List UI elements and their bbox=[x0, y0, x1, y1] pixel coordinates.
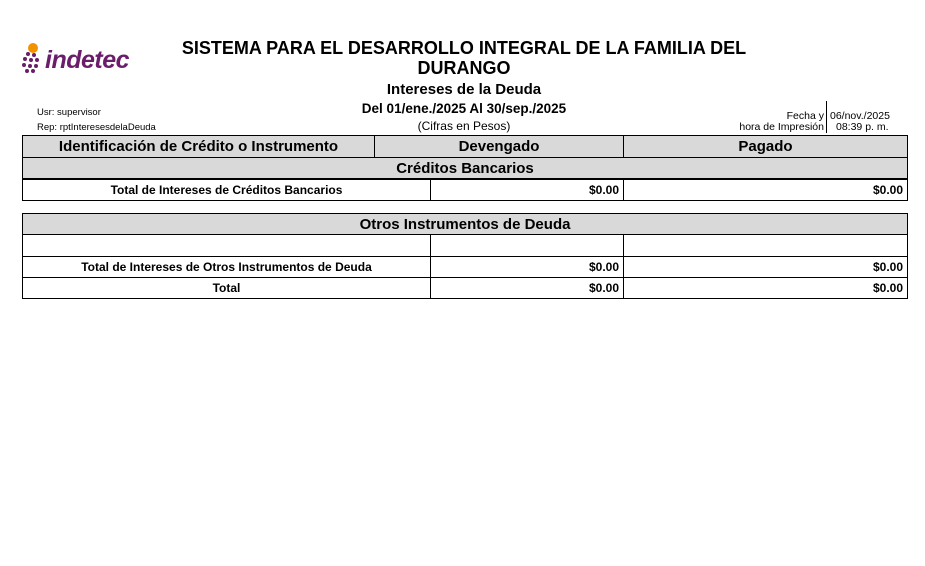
indetec-logo bbox=[20, 40, 140, 80]
section-title-otros: Otros Instrumentos de Deuda bbox=[23, 214, 908, 235]
print-date: 06/nov./2025 bbox=[830, 110, 890, 122]
empty-row bbox=[23, 235, 908, 257]
col-pagado: Pagado bbox=[624, 136, 908, 158]
col-identificacion: Identificación de Crédito o Instrumento bbox=[23, 136, 375, 158]
total-label-creditos: Total de Intereses de Créditos Bancarios bbox=[23, 180, 431, 201]
grand-total-label: Total bbox=[23, 278, 431, 299]
total-row-creditos-table bbox=[22, 179, 908, 201]
debt-interest-table-banks bbox=[22, 135, 908, 179]
empty-cell bbox=[23, 235, 431, 257]
section-row bbox=[23, 214, 908, 235]
time-label: hora de Impresión bbox=[739, 121, 824, 133]
user-label: Usr: supervisor bbox=[37, 107, 101, 118]
logo-text: indetec bbox=[45, 46, 130, 74]
date-label: Fecha y bbox=[786, 110, 824, 122]
total-devengado-creditos: $0.00 bbox=[431, 180, 624, 201]
grand-total-row bbox=[23, 278, 908, 299]
total-pagado-creditos: $0.00 bbox=[624, 180, 908, 201]
total-pagado-otros: $0.00 bbox=[624, 257, 908, 278]
print-time: 08:39 p. m. bbox=[836, 121, 889, 133]
empty-cell bbox=[624, 235, 908, 257]
report-id-label: Rep: rptInteresesdelaDeuda bbox=[37, 122, 156, 133]
col-devengado: Devengado bbox=[375, 136, 624, 158]
entity-title: SISTEMA PARA EL DESARROLLO INTEGRAL DE LA FAMILIA DEL DURANGO bbox=[181, 38, 747, 78]
indetec-logo-icon bbox=[20, 42, 46, 76]
header-divider bbox=[826, 101, 827, 133]
report-units: (Cifras en Pesos) bbox=[417, 119, 511, 133]
table-row bbox=[23, 180, 908, 201]
report-title: Intereses de la Deuda bbox=[386, 81, 542, 98]
section-title-creditos: Créditos Bancarios bbox=[23, 158, 908, 179]
report-period: Del 01/ene./2025 Al 30/sep./2025 bbox=[361, 101, 567, 116]
table-row bbox=[23, 257, 908, 278]
grand-total-pagado: $0.00 bbox=[624, 278, 908, 299]
section-row bbox=[23, 158, 908, 179]
total-devengado-otros: $0.00 bbox=[431, 257, 624, 278]
grand-total-devengado: $0.00 bbox=[431, 278, 624, 299]
table-header-row bbox=[23, 136, 908, 158]
empty-cell bbox=[431, 235, 624, 257]
debt-interest-table-other bbox=[22, 213, 908, 299]
total-label-otros: Total de Intereses de Otros Instrumentos de Deuda bbox=[23, 257, 431, 278]
